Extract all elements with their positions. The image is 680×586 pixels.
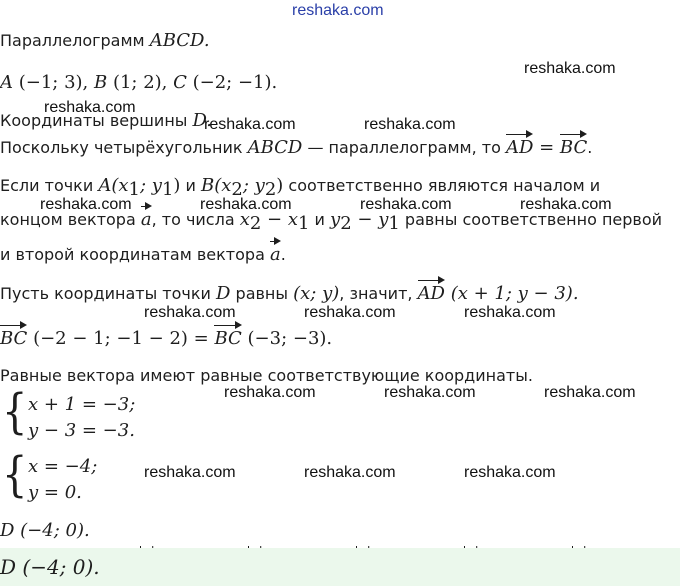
line-bc	[0, 328, 332, 350]
sub: 2	[340, 213, 352, 235]
math: B	[201, 175, 215, 196]
math: (−3; −3).	[241, 328, 333, 349]
math: (x	[111, 175, 129, 196]
watermark: reshaka.com	[544, 384, 636, 401]
sub: 2	[264, 179, 277, 201]
vector-bc: BC	[214, 328, 242, 349]
line-since	[0, 137, 592, 159]
coords: (−2; −1).	[186, 72, 278, 93]
sub: 1	[128, 179, 140, 201]
math: ; y	[242, 175, 265, 196]
watermark: reshaka.com	[384, 384, 476, 401]
sub: 2	[231, 179, 243, 201]
text: .	[587, 138, 593, 157]
watermark: reshaka.com	[360, 196, 452, 213]
watermark: reshaka.com	[40, 196, 132, 213]
text: Пусть координаты точки	[0, 284, 217, 303]
point-c: C	[173, 72, 187, 93]
system2-row2: y = 0.	[28, 482, 82, 503]
line-second-coord	[0, 244, 286, 266]
math: x	[239, 209, 250, 230]
system1-row1: x + 1 = −3;	[28, 394, 136, 415]
vector-bc: BC	[559, 137, 588, 158]
text: Поскольку четырёхугольник	[0, 138, 248, 157]
line-end-vector	[0, 209, 662, 235]
math: (x	[214, 175, 232, 196]
math: )	[173, 175, 181, 196]
sub: 1	[388, 213, 400, 235]
answer-line: D (−4; 0).	[0, 555, 100, 579]
math: )	[276, 175, 284, 196]
watermark: reshaka.com	[464, 304, 556, 321]
answer-box	[0, 548, 680, 586]
line-vertex-d	[0, 110, 212, 132]
system2-row1: x = −4;	[28, 456, 98, 477]
watermark: reshaka.com	[144, 464, 236, 481]
line-parallelogram	[0, 30, 210, 52]
watermark: reshaka.com	[204, 116, 296, 133]
text: концом вектора	[0, 210, 141, 229]
math: D.	[192, 110, 213, 131]
coords: (−1; 3),	[13, 72, 94, 93]
vector-bc: BC	[0, 328, 28, 349]
math: D	[216, 283, 231, 304]
math: − x	[261, 209, 299, 230]
watermark: reshaka.com	[304, 464, 396, 481]
system-brace: {	[2, 384, 28, 440]
watermark: reshaka.com	[364, 116, 456, 133]
text: равны	[230, 284, 294, 303]
math: − y	[351, 209, 389, 230]
sub: 1	[298, 213, 310, 235]
vector-ad: AD	[505, 137, 534, 158]
math: y	[330, 209, 341, 230]
math: A	[98, 175, 112, 196]
math: (x; y)	[293, 283, 340, 304]
watermark: reshaka.com	[304, 304, 396, 321]
text: и	[309, 210, 331, 229]
watermark: reshaka.com	[464, 464, 556, 481]
line-points	[0, 72, 277, 94]
math: ABCD	[247, 137, 303, 158]
text: Координаты вершины	[0, 111, 193, 130]
text: Равные вектора имеют равные соответствующие координаты.	[0, 366, 533, 385]
watermark: reshaka.com	[524, 60, 616, 77]
watermark: reshaka.com	[144, 304, 236, 321]
math: (−2 − 1; −1 − 2) =	[27, 328, 215, 349]
text: , то числа	[151, 210, 240, 229]
system1-row2: y − 3 = −3.	[28, 420, 135, 441]
point-b: B	[93, 72, 108, 93]
text: соответственно являются началом и	[283, 176, 601, 195]
math: (x + 1; y − 3).	[445, 283, 579, 304]
text: .	[280, 245, 286, 264]
line-let-d	[0, 283, 579, 305]
text: и второй координатам вектора	[0, 245, 270, 264]
watermark: reshaka.com	[200, 196, 292, 213]
vector-a: a	[269, 244, 281, 265]
watermark: reshaka.com	[224, 384, 316, 401]
text: , значит,	[339, 284, 418, 303]
text: Параллелограмм	[0, 31, 150, 50]
text: — параллелограмм, то	[302, 138, 506, 157]
math: ; y	[139, 175, 162, 196]
watermark-top: reshaka.com	[292, 2, 384, 19]
system-brace: {	[2, 447, 28, 503]
point-a: A	[0, 72, 13, 93]
math: ABCD.	[149, 30, 210, 51]
text: Если точки	[0, 176, 99, 195]
text: и	[180, 176, 201, 195]
coords: (1; 2),	[107, 72, 174, 93]
math: =	[533, 137, 560, 158]
vector-ad: AD	[417, 283, 445, 304]
watermark: reshaka.com	[520, 196, 612, 213]
vector-a: a	[140, 209, 152, 230]
watermark: reshaka.com	[44, 99, 136, 116]
text: равны соответственно первой	[399, 210, 663, 229]
result-line: D (−4; 0).	[0, 520, 90, 541]
sub: 2	[249, 213, 262, 235]
sub: 1	[161, 179, 174, 201]
